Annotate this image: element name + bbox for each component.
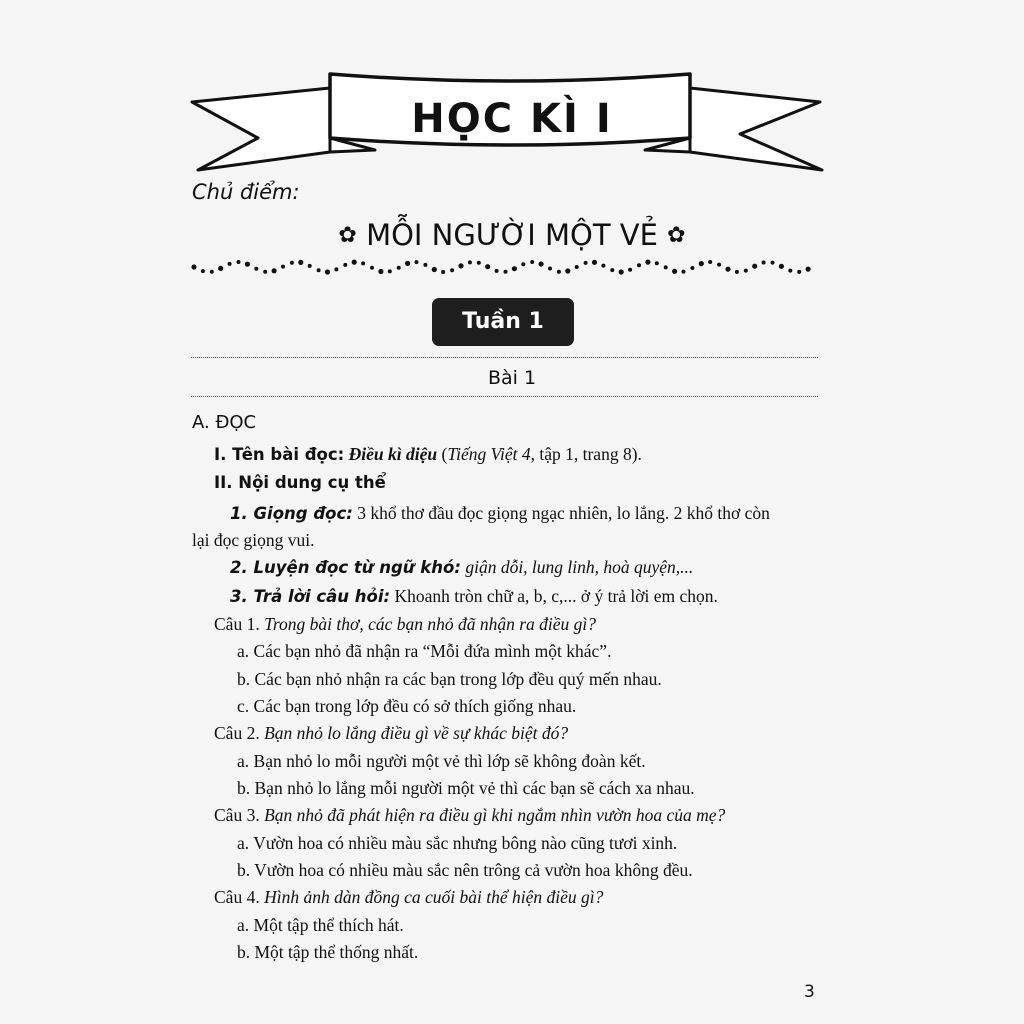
item1-text: 3 khổ thơ đầu đọc giọng ngạc nhiên, lo lắng. 2 khổ thơ còn: [352, 503, 770, 523]
flower-icon: ✿: [338, 223, 357, 248]
lesson-title: Bài 1: [487, 367, 537, 389]
answer-option: c. Các bạn trong lớp đều có sở thích giống nhau.: [237, 696, 577, 716]
item3-label: 3. Trả lời câu hỏi:: [230, 587, 391, 606]
question-number: Câu 1.: [214, 614, 260, 634]
item1-label: 1. Giọng đọc:: [230, 504, 353, 523]
answer-option: b. Một tập thể thống nhất.: [237, 942, 419, 962]
answer-option: b. Bạn nhỏ lo lắng mỗi người một vẻ thì các bạn sẽ cách xa nhau.: [237, 778, 695, 798]
answer-option: b. Các bạn nhỏ nhận ra các bạn trong lớp đều quý mến nhau.: [237, 669, 662, 689]
page-number: 3: [804, 982, 815, 1002]
paren-open: (: [437, 444, 448, 464]
book-ref: , tập 1, trang 8).: [530, 444, 642, 464]
question-text: Bạn nhỏ đã phát hiện ra điều gì khi ngắm nhìn vườn hoa của mẹ?: [259, 805, 726, 825]
answer-option: a. Bạn nhỏ lo mỗi người một vẻ thì lớp sẽ không đoàn kết.: [237, 751, 646, 771]
question-text: Trong bài thơ, các bạn nhỏ đã nhận ra điều gì?: [259, 614, 597, 634]
item3-text: Khoanh tròn chữ a, b, c,... ở ý trả lời em chọn.: [390, 586, 718, 606]
question-number: Câu 4.: [214, 887, 260, 907]
answer-option: a. Một tập thể thích hát.: [237, 915, 404, 935]
theme-title-text: MỖI NGƯỜI MỘT VẺ: [366, 218, 658, 252]
item1-cont: lại đọc giọng vui.: [192, 530, 315, 550]
part1-label: I. Tên bài đọc:: [214, 445, 345, 464]
question-text: Bạn nhỏ lo lắng điều gì về sự khác biệt đó?: [259, 723, 569, 743]
book-name: Tiếng Việt 4: [447, 444, 531, 464]
week-badge: Tuần 1: [432, 298, 574, 346]
reading-title-line: [214, 444, 642, 465]
question-number: Câu 2.: [214, 723, 260, 743]
answer-option: a. Vườn hoa có nhiều màu sắc nhưng bông nào cũng tươi xinh.: [237, 833, 678, 853]
dotted-rule-bottom: [191, 396, 818, 397]
question-4: [214, 887, 603, 908]
item2-label: 2. Luyện đọc từ ngữ khó:: [230, 558, 461, 577]
banner-title: HỌC KÌ I: [411, 96, 613, 142]
question-number: Câu 3.: [214, 805, 260, 825]
reading-title: Điều kì diệu: [348, 444, 438, 464]
answer-option: b. Vườn hoa có nhiều màu sắc nên trông cả vườn hoa không đều.: [237, 860, 693, 880]
section-heading: A. ĐỌC: [192, 412, 257, 433]
item2-text: giận dỗi, lung linh, hoà quyện,...: [460, 557, 694, 577]
question-1: [214, 614, 596, 635]
question-3: [214, 805, 725, 826]
part2-heading: II. Nội dung cụ thể: [214, 473, 386, 492]
answer-option: a. Các bạn nhỏ đã nhận ra “Mỗi đứa mình một khác”.: [237, 641, 612, 661]
theme-label: Chủ điểm:: [192, 180, 300, 204]
item3-line: [230, 586, 718, 607]
dotted-wave-divider: [190, 255, 820, 279]
dotted-rule-top: [191, 357, 818, 358]
question-text: Hình ảnh dàn đồng ca cuối bài thể hiện điều gì?: [259, 887, 604, 907]
question-2: [214, 723, 568, 744]
theme-title: [0, 218, 1024, 252]
item2-line: [230, 557, 693, 578]
flower-icon: ✿: [667, 223, 686, 248]
item1-line: [230, 503, 770, 524]
